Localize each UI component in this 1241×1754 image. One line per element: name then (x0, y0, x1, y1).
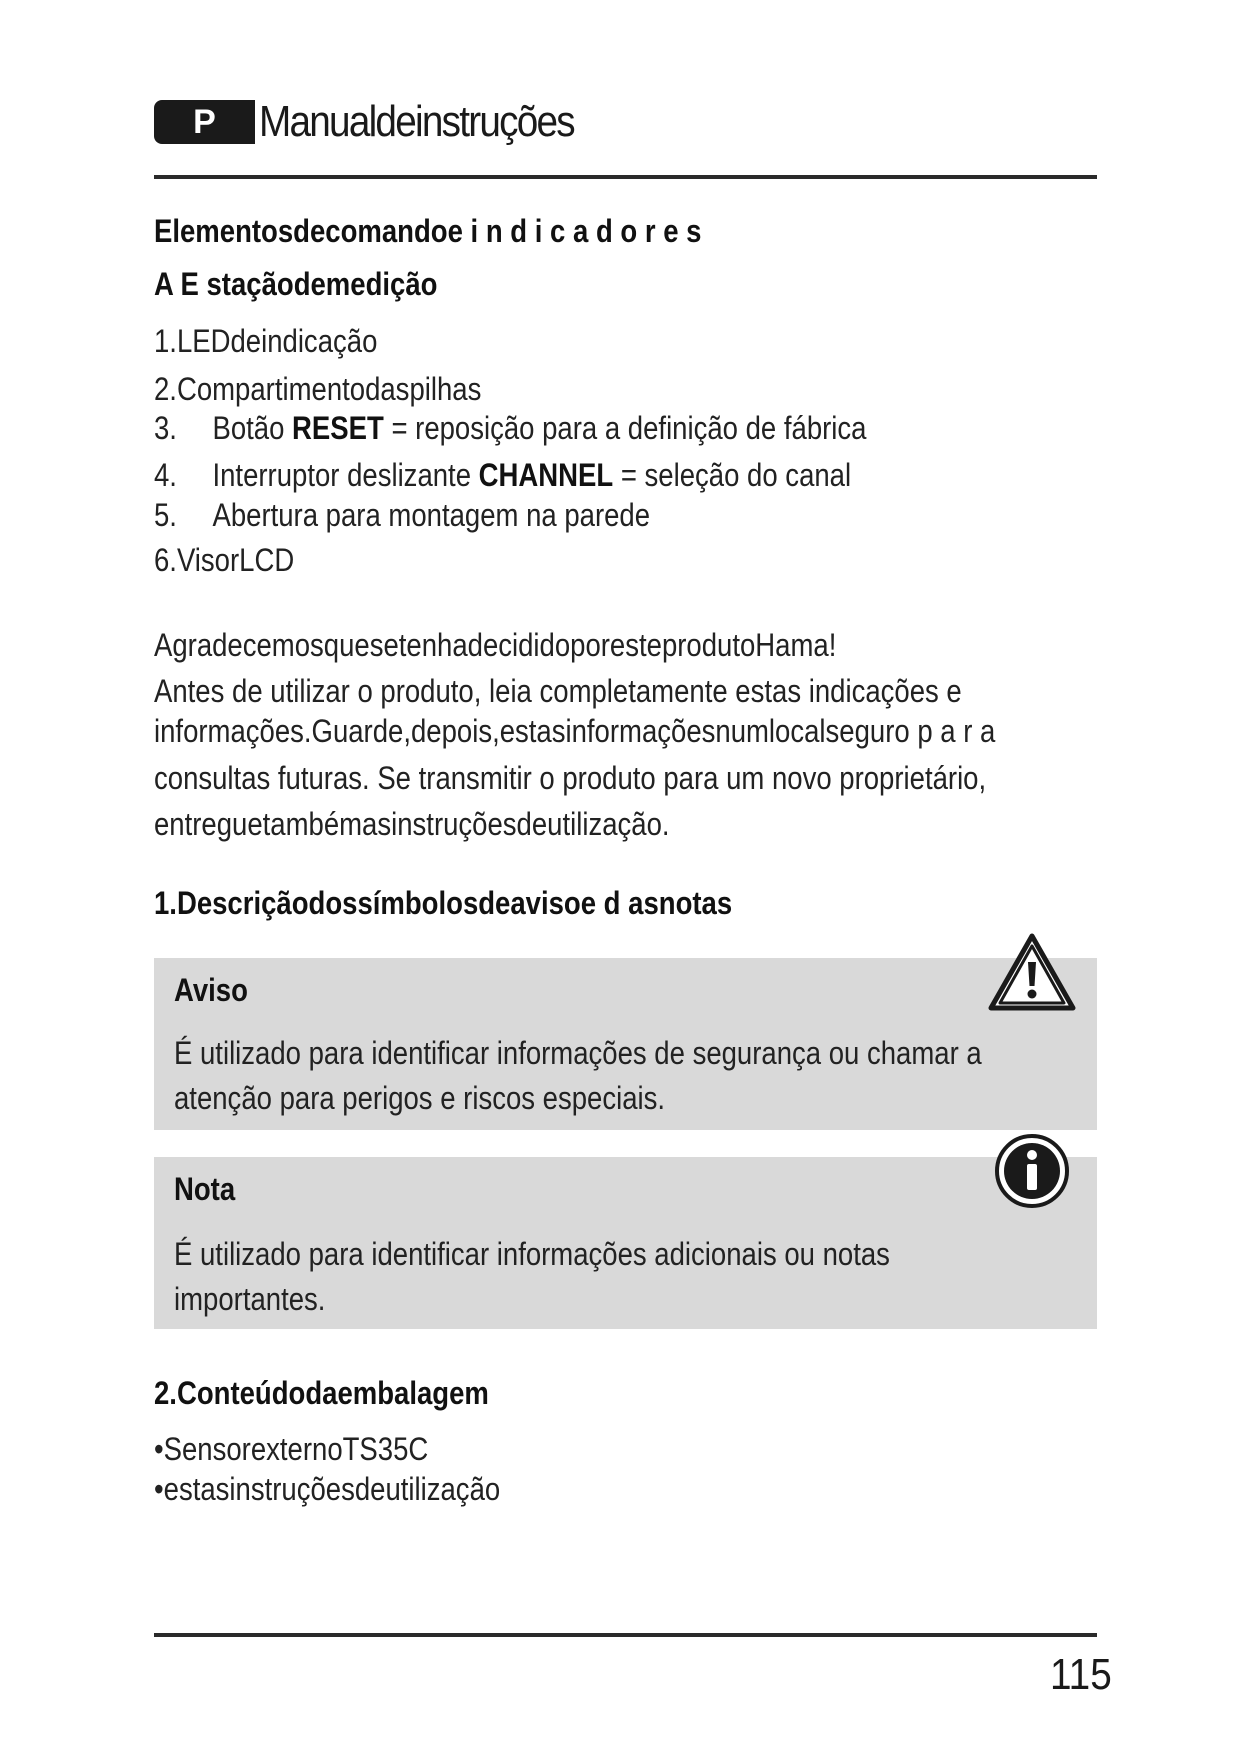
warning-triangle-icon (988, 932, 1076, 1012)
intro-line: informações.Guarde,depois,estasinformaçõesnumlocalseguro p a r a (154, 713, 996, 749)
warning-box (154, 958, 1097, 1130)
list-item: 2.Compartimentodaspilhas (154, 371, 482, 407)
warning-text: atenção para perigos e riscos especiais. (174, 1080, 666, 1116)
page-title: Manualdeinstruções (259, 97, 574, 146)
list-number: 3. (154, 410, 177, 446)
info-circle-icon (994, 1133, 1070, 1209)
intro-line: Antes de utilizar o produto, leia completamente estas indicações e (154, 673, 962, 709)
note-text: É utilizado para identificar informações adicionais ou notas (174, 1236, 890, 1272)
contents-item: •SensorexternoTS35C (154, 1431, 429, 1467)
list-item: 6.VisorLCD (154, 542, 295, 578)
list-number: 4. (154, 457, 177, 493)
intro-line: AgradecemosquesetenhadecididoporesteprodutoHama! (154, 627, 837, 663)
list-item (154, 410, 866, 447)
station-subheading: A E staçãodemedição (154, 266, 438, 302)
intro-line: entreguetambémasinstruçõesdeutilização. (154, 806, 670, 842)
list-bold: RESET (292, 410, 384, 446)
contents-item: •estasinstruçõesdeutilização (154, 1471, 501, 1507)
list-bold: CHANNEL (478, 457, 614, 493)
list-text: Abertura para montagem na parede (212, 497, 651, 533)
intro-line: consultas futuras. Se transmitir o produto para um novo proprietário, (154, 760, 987, 796)
note-title: Nota (174, 1171, 236, 1207)
header-divider (154, 175, 1097, 179)
list-number: 5. (154, 497, 177, 533)
warning-title: Aviso (174, 972, 248, 1008)
note-box (154, 1157, 1097, 1329)
page-number: 115 (1050, 1650, 1112, 1699)
list-text: = seleção do canal (613, 457, 852, 493)
list-text: Interruptor deslizante (212, 457, 479, 493)
list-item: 1.LEDdeindicação (154, 323, 378, 359)
language-badge: P (154, 100, 255, 144)
list-item (154, 457, 851, 494)
page-header (154, 96, 617, 148)
warning-text: É utilizado para identificar informações de segurança ou chamar a (174, 1035, 982, 1071)
footer-divider (154, 1633, 1097, 1637)
note-text: importantes. (174, 1281, 326, 1317)
controls-heading: Elementosdecomandoe i n d i c a d o r e s (154, 213, 702, 249)
list-item (154, 497, 650, 534)
list-text: = reposição para a definição de fábrica (383, 410, 867, 446)
list-text: Botão (212, 410, 293, 446)
symbols-heading: 1.Descriçãodossímbolosdeavisoe d asnotas (154, 885, 733, 921)
contents-heading: 2.Conteúdodaembalagem (154, 1375, 489, 1411)
